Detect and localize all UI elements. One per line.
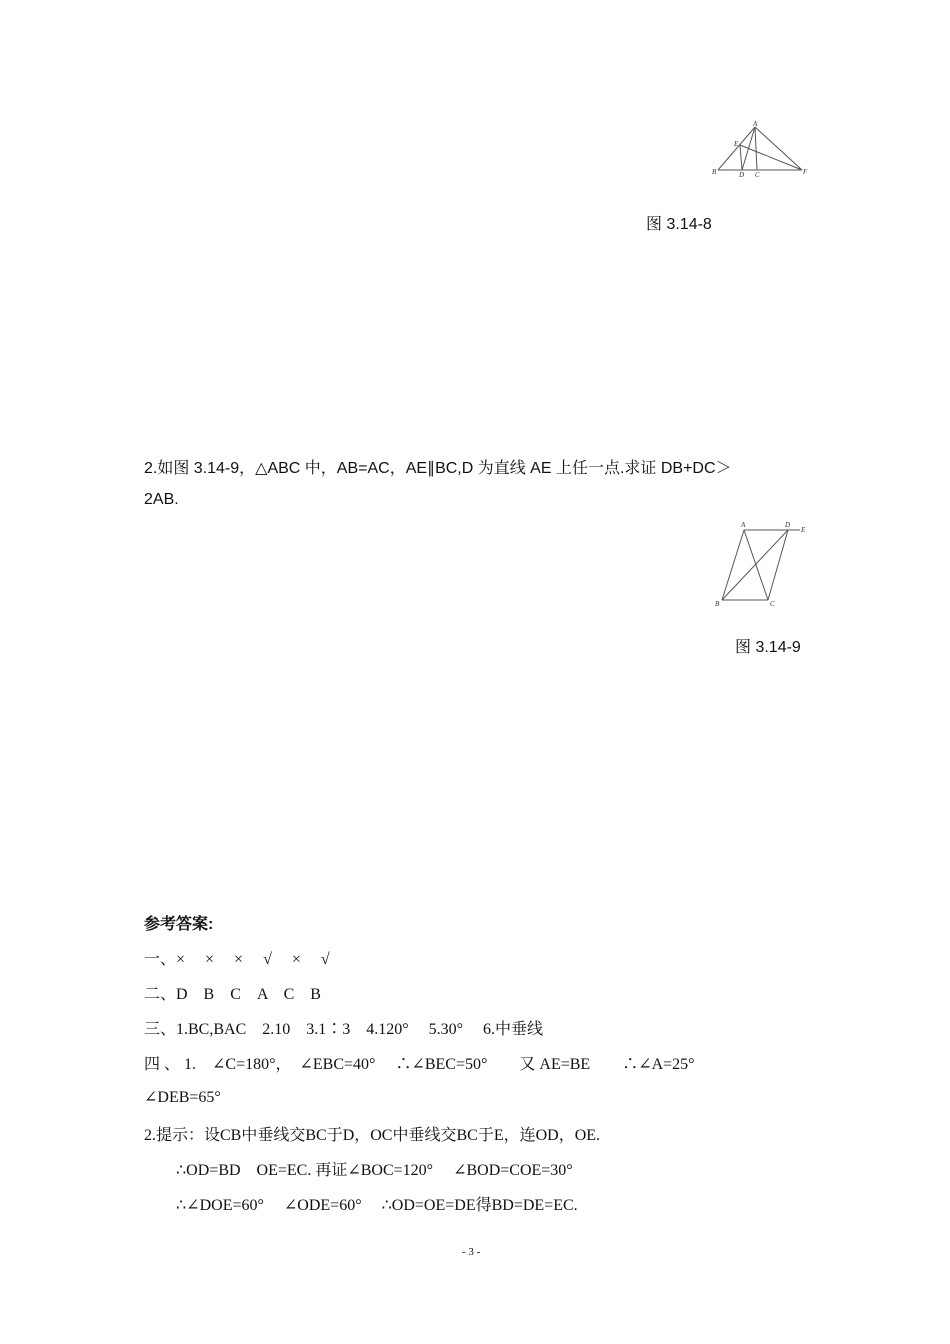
answer-line-6: 2.提示：设CB中垂线交BC于D，OC中垂线交BC于E，连OD，OE.: [144, 1127, 601, 1144]
answer-line-3: 三、1.BC,BAC 2.10 3.1∶3 4.120° 5.30° 6.中垂线: [144, 1021, 544, 1038]
fig8-segment-ac: [755, 127, 757, 170]
answer-line-5: ∠DEB=65°: [144, 1089, 221, 1106]
fig8-label-c: C: [755, 171, 760, 178]
fig8-segment-da: [742, 127, 755, 170]
answer-line-7: ∴OD=BD OE=EC. 再证∠BOC=120° ∠BOD=COE=30°: [176, 1162, 573, 1179]
fig9-label-c: C: [770, 600, 775, 608]
figure-3-14-9-caption: 图 3.14-9: [735, 639, 801, 656]
answer-line-4: 四 、 1. ∠C=180°， ∠EBC=40° ∴∠BEC=50° 又 AE=BE ∴∠A=25°: [144, 1056, 695, 1073]
figure-3-14-8-caption: 图 3.14-8: [646, 216, 712, 233]
fig9-label-d: D: [785, 521, 791, 529]
fig8-segment-ed: [740, 145, 742, 170]
figure-3-14-8: [712, 120, 812, 178]
answer-line-1: 一、× × × √ × √: [144, 951, 330, 968]
problem-2-line-2: 2AB.: [144, 491, 179, 508]
fig8-label-d: D: [739, 171, 745, 178]
problem-2-line-1: 2.如图 3.14-9，△ABC 中，AB=AC，AE∥BC,D 为直线 AE 上任一点.求证 DB+DC＞: [144, 460, 732, 477]
fig9-side-ac: [744, 530, 768, 600]
answer-line-8: ∴∠DOE=60° ∠ODE=60° ∴OD=OE=DE得BD=DE=EC.: [176, 1197, 578, 1214]
fig9-label-a: A: [741, 521, 746, 529]
fig8-side-af: [755, 127, 802, 170]
page-number: - 3 -: [462, 1246, 481, 1258]
fig9-side-ab: [722, 530, 744, 600]
answers-heading: 参考答案:: [144, 916, 214, 933]
fig9-label-b: B: [715, 600, 720, 608]
fig9-label-e: E: [801, 526, 806, 534]
fig8-label-e: E: [734, 140, 739, 148]
answer-line-2: 二、D B C A C B: [144, 986, 321, 1003]
fig8-label-b: B: [712, 168, 717, 176]
fig8-segment-ef: [740, 145, 802, 170]
fig8-label-a: A: [753, 120, 758, 128]
fig8-label-f: F: [803, 168, 808, 176]
figure-3-14-9: [712, 518, 812, 610]
